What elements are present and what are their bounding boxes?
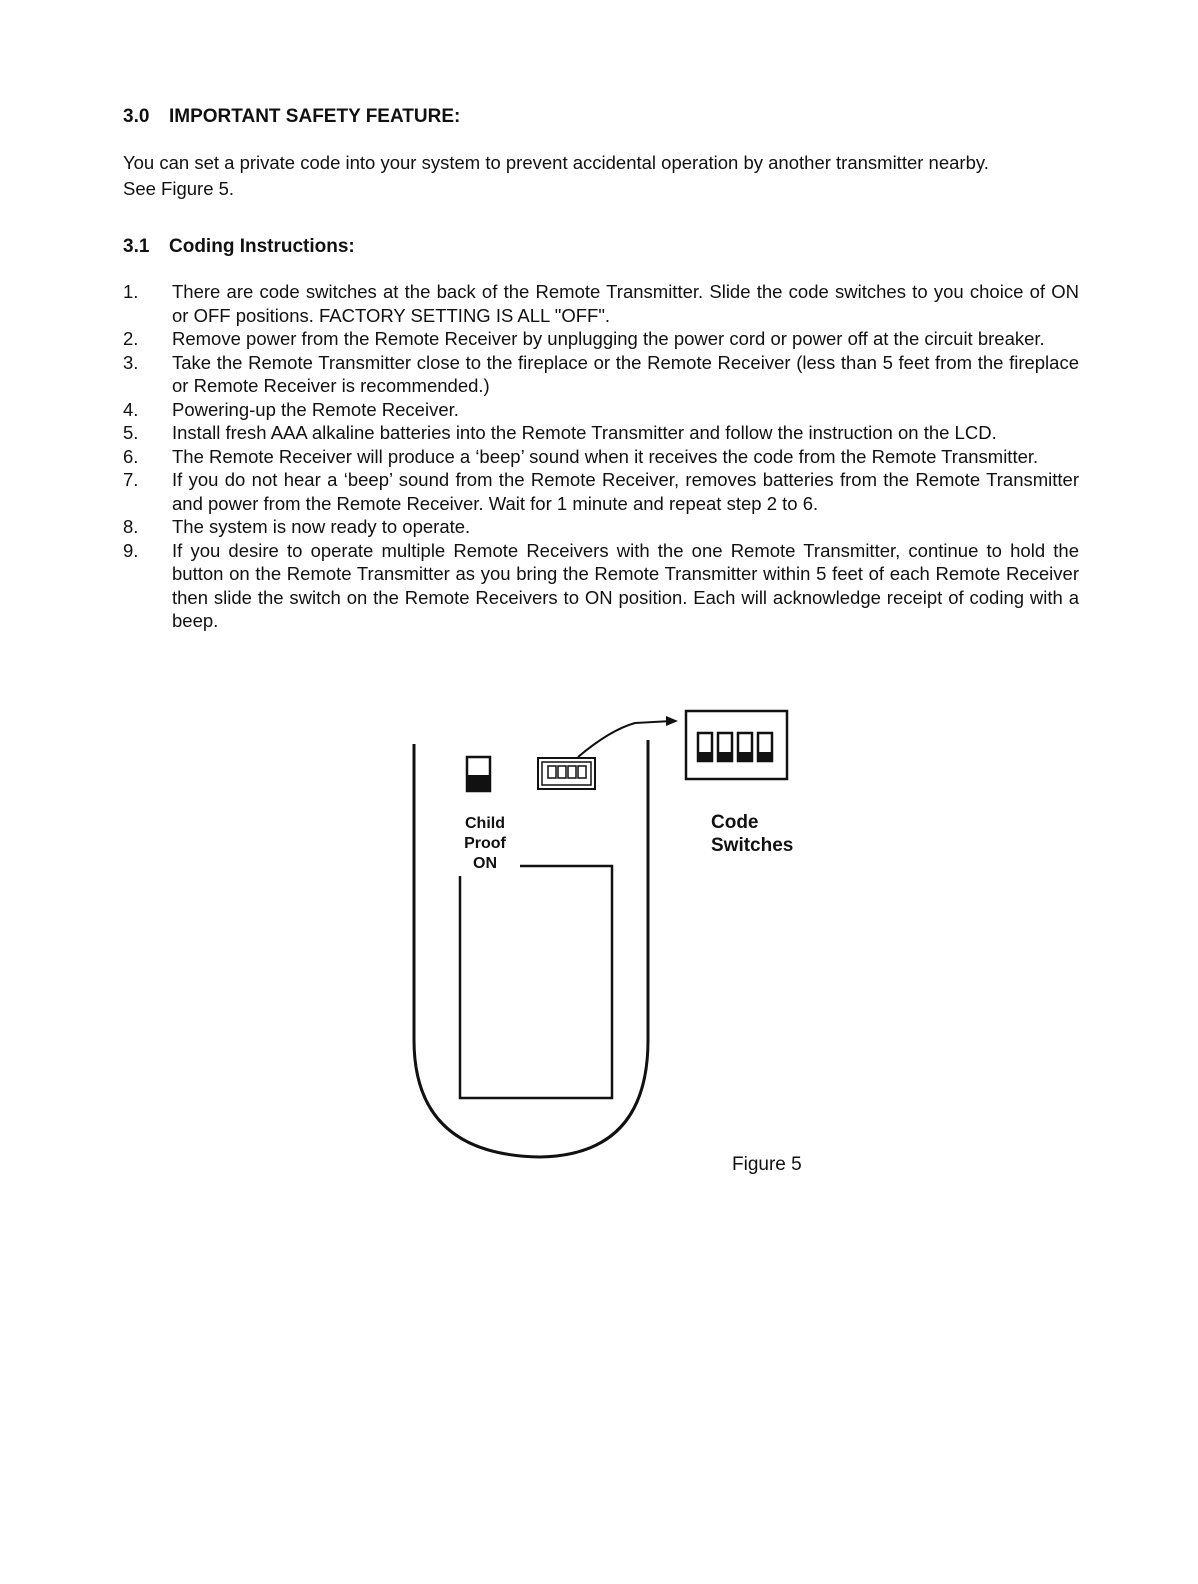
list-item xyxy=(123,539,1079,633)
list-item xyxy=(123,398,1079,422)
switch-3-icon xyxy=(738,733,752,761)
step-text: If you do not hear a ‘beep’ sound from the Remote Receiver, removes batteries from the Remote Transmitter and power from the Remote Receiver. Wait for 1 minute and repeat step 2 to 6. xyxy=(172,469,1079,514)
pointer-arrow-line xyxy=(578,721,672,757)
step-number: 7. xyxy=(123,469,139,490)
step-number: 1. xyxy=(123,281,139,302)
remote-transmitter-diagram xyxy=(380,700,840,1180)
section-heading-3-0 xyxy=(123,106,460,128)
child-proof-switch-icon xyxy=(467,757,490,791)
dip-switch-small-icon xyxy=(538,758,595,789)
code-switches-enlarged-icon xyxy=(686,711,787,779)
step-text: Remove power from the Remote Receiver by unplugging the power cord or power off at the circuit breaker. xyxy=(172,328,1045,349)
step-number: 5. xyxy=(123,422,139,443)
list-item xyxy=(123,280,1079,327)
list-item xyxy=(123,421,1079,445)
list-item xyxy=(123,515,1079,539)
intro-paragraph xyxy=(123,150,1079,202)
list-item xyxy=(123,445,1079,469)
arrow-head-icon xyxy=(666,716,678,726)
code-switches-label: Code xyxy=(711,812,759,833)
step-number: 9. xyxy=(123,539,139,561)
step-text: The Remote Receiver will produce a ‘beep’ sound when it receives the code from the Remote Transmitter. xyxy=(172,445,1039,467)
section-number: 3.1 xyxy=(123,236,150,257)
list-item xyxy=(123,351,1079,398)
child-proof-label: Proof xyxy=(464,835,506,852)
figure-caption: Figure 5 xyxy=(732,1154,802,1175)
intro-line: See Figure 5. xyxy=(123,178,235,199)
section-title: IMPORTANT SAFETY FEATURE: xyxy=(169,106,461,127)
step-text: Powering-up the Remote Receiver. xyxy=(172,398,459,420)
intro-line: You can set a private code into your system to prevent accidental operation by another transmitter nearby. xyxy=(123,152,989,173)
step-text: There are code switches at the back of the Remote Transmitter. Slide the code switches to you choice of ON or OFF positions. FACTORY SETTING IS ALL "OFF". xyxy=(172,281,1079,326)
step-number: 6. xyxy=(123,445,139,467)
step-text: Take the Remote Transmitter close to the fireplace or the Remote Receiver (less than 5 feet from the fireplace or Remote Receiver is recommended.) xyxy=(172,351,1079,396)
code-switches-label: Switches xyxy=(711,835,794,856)
step-text: The system is now ready to operate. xyxy=(172,516,471,537)
step-text: Install fresh AAA alkaline batteries into the Remote Transmitter and follow the instruction on the LCD. xyxy=(172,422,997,443)
child-proof-label: ON xyxy=(473,855,497,872)
section-heading-3-1 xyxy=(123,236,355,258)
coding-steps-list xyxy=(123,280,1079,633)
list-item xyxy=(123,468,1079,515)
step-number: 2. xyxy=(123,328,139,349)
section-number: 3.0 xyxy=(123,106,150,127)
child-proof-label: Child xyxy=(465,815,505,832)
step-number: 4. xyxy=(123,398,139,420)
step-number: 8. xyxy=(123,516,139,537)
list-item xyxy=(123,327,1079,351)
switch-4-icon xyxy=(758,733,772,761)
step-number: 3. xyxy=(123,351,139,373)
figure-5 xyxy=(380,700,840,1180)
switch-1-icon xyxy=(698,733,712,761)
section-title: Coding Instructions: xyxy=(169,236,355,257)
step-text: If you desire to operate multiple Remote Receivers with the one Remote Transmitter, continue to hold the button on the Remote Transmitter as you bring the Remote Transmitter within 5 feet of each Remote Receiver then slide the switch on the Remote Receivers to ON position. Each will acknowledge receipt of coding with a beep. xyxy=(172,539,1079,631)
switch-2-icon xyxy=(718,733,732,761)
battery-compartment xyxy=(460,866,612,1098)
